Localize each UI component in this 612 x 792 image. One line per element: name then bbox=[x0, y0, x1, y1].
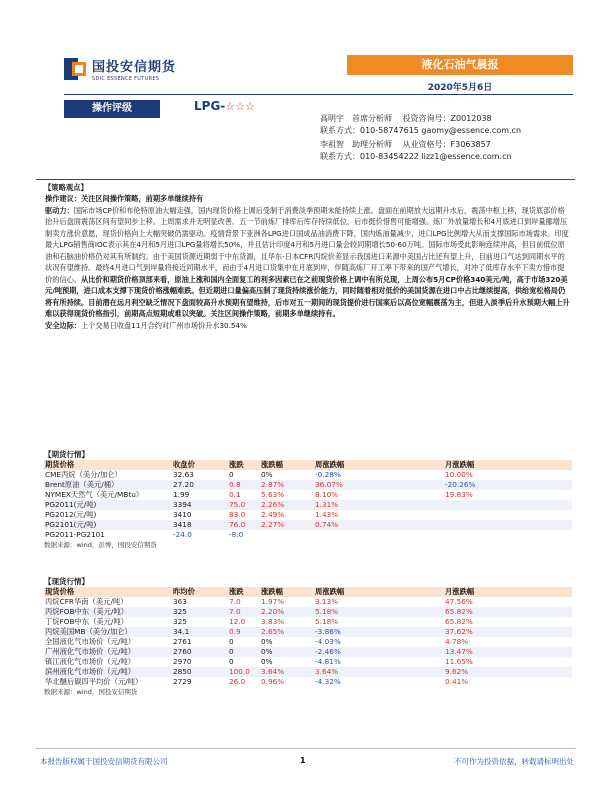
table-row bbox=[44, 627, 572, 637]
table-row bbox=[44, 647, 572, 657]
row-percent-cell: 3.83% bbox=[261, 617, 285, 626]
row-month-change-cell: 0.41% bbox=[445, 677, 469, 686]
table-row bbox=[44, 470, 572, 480]
row-month-change-cell: -20.26% bbox=[444, 480, 572, 490]
table-row bbox=[44, 480, 572, 490]
row-week-change-cell: 1.31% bbox=[314, 500, 444, 510]
analyst-1-contact: 联系方式：010-58747615 gaomy@essence.com.cn bbox=[320, 126, 522, 135]
row-price-cell: 32.63 bbox=[173, 470, 194, 479]
row-change-cell: 0 bbox=[229, 657, 234, 666]
table-row bbox=[44, 520, 572, 530]
row-name-cell: PG2101(元/吨) bbox=[44, 520, 172, 530]
row-price-cell: 2850 bbox=[172, 667, 228, 677]
row-price-cell: 1.99 bbox=[173, 490, 190, 499]
driver-label: 驱动力： bbox=[45, 205, 74, 215]
row-change-cell: -8.0 bbox=[229, 530, 244, 539]
table-row bbox=[44, 657, 572, 667]
report-title: 液化石油气晨报 bbox=[347, 55, 573, 75]
row-change-cell: 100.0 bbox=[228, 667, 260, 677]
spot-source-note: 数据来源：wind，国投安信期货 bbox=[44, 688, 138, 696]
row-name-cell: 丁烷FOB中东（美元/吨） bbox=[45, 617, 129, 626]
row-percent-cell: 2.65% bbox=[260, 627, 314, 637]
row-name-cell: 滨州液化气市场价（元/吨） bbox=[44, 667, 172, 677]
table-row bbox=[44, 490, 572, 500]
row-change-cell: 76.0 bbox=[228, 520, 260, 530]
row-week-change-cell: 8.10% bbox=[315, 490, 339, 499]
row-price-cell: 2970 bbox=[173, 657, 192, 666]
row-name-cell: PG2012(元/吨) bbox=[45, 510, 97, 519]
row-price-cell: 3410 bbox=[173, 510, 192, 519]
table-row bbox=[44, 530, 572, 540]
company-name-en: SDIC ESSENCE FUTURES bbox=[92, 76, 160, 82]
row-month-change-cell: 13.47% bbox=[444, 647, 572, 657]
footer-copyright: 本报告版权属于国投安信期货有限公司 bbox=[40, 757, 168, 766]
spot-section bbox=[44, 576, 572, 696]
row-name-cell: 华北醚后碳四平均价（元/吨） bbox=[45, 677, 143, 686]
analyst-2-title: 李祖智 助理分析师 从业资格号：F3063857 bbox=[320, 140, 491, 149]
row-month-change-cell: 19.83% bbox=[445, 490, 473, 499]
row-name-cell: 丙烷CFR华南（美元/吨） bbox=[45, 597, 128, 606]
row-percent-cell: 3.64% bbox=[260, 667, 314, 677]
row-name-cell: PG2011(元/吨) bbox=[44, 500, 172, 510]
spot-table bbox=[44, 587, 572, 687]
row-percent-cell: 0.96% bbox=[261, 677, 285, 686]
table-header-cell: 昨均价 bbox=[172, 587, 228, 597]
row-month-change-cell: 11.65% bbox=[445, 657, 473, 666]
rating-value bbox=[194, 99, 255, 113]
row-week-change-cell: -0.28% bbox=[315, 470, 341, 479]
row-percent-cell bbox=[260, 530, 314, 540]
footer-divider bbox=[36, 748, 576, 749]
page-number: 1 bbox=[300, 756, 306, 765]
row-percent-cell: 2.87% bbox=[260, 480, 314, 490]
row-percent-cell: 2.49% bbox=[261, 510, 285, 519]
row-price-cell: 34.1 bbox=[172, 627, 228, 637]
row-week-change-cell: -3.86% bbox=[314, 627, 444, 637]
row-name-cell: 全国液化气市场价（元/吨） bbox=[45, 637, 136, 646]
row-month-change-cell: 37.62% bbox=[444, 627, 572, 637]
row-price-cell: 2761 bbox=[173, 637, 192, 646]
strategy-section-title: 【策略观点】 bbox=[44, 183, 88, 192]
row-month-change-cell: 65.82% bbox=[445, 617, 473, 626]
row-price-cell: 3394 bbox=[172, 500, 228, 510]
row-name-cell: 广州液化气市场价（元/吨） bbox=[44, 647, 172, 657]
row-percent-cell: 2.20% bbox=[260, 607, 314, 617]
advice-label: 操作建议： bbox=[45, 194, 81, 203]
row-week-change-cell: 3.64% bbox=[314, 667, 444, 677]
row-name-cell: PG2011-PG2101 bbox=[45, 530, 105, 539]
table-header-cell: 周涨跌幅 bbox=[314, 587, 444, 597]
row-change-cell: 0 bbox=[229, 470, 234, 479]
row-change-cell: 12.0 bbox=[229, 617, 246, 626]
row-name-cell: 丙烷FOB中东（美元/吨） bbox=[44, 607, 172, 617]
driver-bold-text: 从比价和期货价格顶部来看，原油上涨和国内全面复工的利多因素已在之前现货价格上调中有所兑现，上周公布5月CP价格340美元/吨，高于市场320美元/吨预期，进口成本支撑下现货价格涨幅难跌。但近期进口量偏高压制了现货持续涨价能力，同时随着相对低价的美国货源在进口中占比继续提高，供给宽松格局仍将有所持续。目前潜在远月利空缺乏情况下盘面较高升水预期有望维持，后市对五一期间的现货提价进行国案后以高位宽幅震荡为主，但进入淡季后升水预期大幅上升难以获得现货价格指引，前期高点短期或难以突破。关注区间操作策略，前期多单继续持有。 bbox=[45, 274, 570, 318]
row-week-change-cell: -4.32% bbox=[315, 677, 341, 686]
table-header-cell: 现货价格 bbox=[44, 587, 172, 597]
header-divider bbox=[64, 94, 573, 95]
futures-section bbox=[44, 449, 572, 549]
row-percent-cell: 0% bbox=[261, 470, 273, 479]
row-price-cell: 363 bbox=[173, 597, 187, 606]
margin-paragraph bbox=[45, 320, 571, 332]
row-month-change-cell bbox=[444, 530, 572, 540]
row-percent-cell: 0% bbox=[261, 637, 273, 646]
logo-mark-icon bbox=[64, 58, 86, 80]
row-percent-cell: 5.63% bbox=[261, 490, 285, 499]
margin-label: 安全边际： bbox=[45, 320, 81, 330]
row-week-change-cell: 36.07% bbox=[314, 480, 444, 490]
table-row bbox=[44, 667, 572, 677]
driver-paragraph bbox=[45, 205, 571, 320]
futures-header-row bbox=[44, 460, 572, 470]
table-header-cell: 收盘价 bbox=[172, 460, 228, 470]
company-logo bbox=[64, 56, 176, 82]
row-change-cell: 0.9 bbox=[228, 627, 260, 637]
row-percent-cell: 1.97% bbox=[261, 597, 285, 606]
row-price-cell: 2760 bbox=[172, 647, 228, 657]
row-month-change-cell: 47.56% bbox=[445, 597, 473, 606]
row-percent-cell: 2.26% bbox=[260, 500, 314, 510]
advice-paragraph bbox=[45, 193, 571, 205]
row-percent-cell: 0% bbox=[261, 657, 273, 666]
row-change-cell: 75.0 bbox=[228, 500, 260, 510]
row-change-cell: 7.0 bbox=[228, 607, 260, 617]
table-header-cell: 涨跌幅 bbox=[260, 460, 314, 470]
row-month-change-cell: 4.78% bbox=[445, 637, 469, 646]
table-header-cell: 涨跌 bbox=[228, 587, 260, 597]
row-month-change-cell: 9.62% bbox=[444, 667, 572, 677]
row-week-change-cell: -4.81% bbox=[315, 657, 341, 666]
row-month-change-cell bbox=[444, 510, 572, 520]
analyst-1-title: 高明宇 首席分析师 投资咨询号：Z0012038 bbox=[320, 114, 492, 123]
table-header-cell: 月涨跌幅 bbox=[444, 587, 572, 597]
row-price-cell: 325 bbox=[172, 607, 228, 617]
row-name-cell: 丙烷美国MB（美分/加仑） bbox=[44, 627, 172, 637]
row-price-cell: 2729 bbox=[173, 677, 192, 686]
company-name-cn: 国投安信期货 bbox=[92, 60, 177, 75]
row-week-change-cell: 0.74% bbox=[314, 520, 444, 530]
driver-text: 国际市场CP价和布伦特原油大幅走强，国内现货价格上调后受制于消费淡季预期未能持续上涨。盘面在前期放大远期升水后，震荡中枢上移，现货底部价格抬升后盘面震荡区间有望同步上移。上周需求并无明显改善，五一节前炼厂排库后库存持续低位，后市挺价惜售可能增强。炼厂外放量增长和4月底进口到岸量挪增压制卖方涨价意愿，现货价格向上大幅突破仍需驱动。疫情背景下亚洲各LPG进口国成品油消费下降，国内炼油量减少，进口LPG比例增大从而支撑国际市场需求。印度最大LPG销售商IOC表示其在4月和5月进口LPG量将增长50%，并且估计印度4月和5月进口量会较同期增长50-60万吨。国际市场受此影响连续冲高，但目前低位原油和石脑油价格仍对其有所制约。由于美国货源近期弱于中东货源，且华东-日本CFR丙烷价差显示我国进口来源中美国占比还有望上升，目前进口气达到同期水平的状况有望维持。最终4月进口气到岸量将接近同期水平，而由于4月进口货集中在月底到岸，伴随高炼厂开工率下带来的国产气增长，对冲了低库存水平下卖方惜市提价的信心。 bbox=[45, 205, 569, 284]
row-change-cell: 0 bbox=[229, 637, 234, 646]
report-date: 2020年5月6日 bbox=[427, 83, 493, 93]
row-week-change-cell: 5.18% bbox=[314, 607, 444, 617]
row-change-cell: 0.8 bbox=[228, 480, 260, 490]
table-row bbox=[44, 607, 572, 617]
row-percent-cell: 0% bbox=[260, 647, 314, 657]
table-header-cell: 涨跌幅 bbox=[260, 587, 314, 597]
futures-section-title: 【期货行情】 bbox=[44, 450, 89, 459]
row-month-change-cell: 65.82% bbox=[444, 607, 572, 617]
row-name-cell: NYMEX天然气（美元/MBtu） bbox=[45, 490, 144, 499]
row-price-cell: 3418 bbox=[172, 520, 228, 530]
rating-product: LPG- bbox=[194, 99, 226, 113]
table-header-cell: 月涨跌幅 bbox=[444, 460, 572, 470]
row-week-change-cell bbox=[314, 530, 444, 540]
row-change-cell: 7.0 bbox=[229, 597, 241, 606]
table-row bbox=[44, 637, 572, 647]
row-month-change-cell: 10.00% bbox=[445, 470, 473, 479]
rating-label: 操作评级 bbox=[64, 100, 160, 118]
row-price-cell: 325 bbox=[173, 617, 187, 626]
row-week-change-cell: 3.13% bbox=[315, 597, 339, 606]
row-percent-cell: 2.27% bbox=[260, 520, 314, 530]
margin-text: 上个交易日收盘11月合约对广州市场价升水30.54% bbox=[80, 320, 247, 330]
table-header-cell: 期货价格 bbox=[44, 460, 172, 470]
futures-source-note: 数据来源：wind，彭博，国投安信期货 bbox=[44, 541, 157, 549]
row-week-change-cell: -2.46% bbox=[314, 647, 444, 657]
table-row bbox=[44, 510, 572, 520]
spot-section-title: 【现货行情】 bbox=[44, 577, 89, 586]
row-month-change-cell bbox=[444, 520, 572, 530]
rating-stars-icon: ☆☆☆ bbox=[225, 100, 255, 113]
table-header-cell: 涨跌 bbox=[228, 460, 260, 470]
strategy-view-section bbox=[36, 179, 575, 434]
footer-disclaimer: 不可作为投资依据，转载请标明出处 bbox=[454, 757, 574, 766]
row-name-cell: Brent原油（美元/桶） bbox=[44, 480, 172, 490]
row-month-change-cell bbox=[444, 500, 572, 510]
table-row bbox=[44, 617, 572, 627]
row-name-cell: 镇江液化气市场价（元/吨） bbox=[45, 657, 136, 666]
row-change-cell: 0.1 bbox=[229, 490, 241, 499]
futures-table bbox=[44, 460, 572, 540]
table-row bbox=[44, 597, 572, 607]
row-name-cell: CME丙烷（美分/加仑） bbox=[45, 470, 122, 479]
row-change-cell: 0 bbox=[228, 647, 260, 657]
row-change-cell: 83.0 bbox=[229, 510, 246, 519]
row-change-cell: 26.0 bbox=[229, 677, 246, 686]
row-week-change-cell: 1.43% bbox=[315, 510, 339, 519]
row-week-change-cell: -4.03% bbox=[315, 637, 341, 646]
advice-text: 关注区间操作策略，前期多单继续持有 bbox=[80, 194, 204, 203]
table-row bbox=[44, 677, 572, 687]
row-price-cell: 27.20 bbox=[172, 480, 228, 490]
row-week-change-cell: 5.18% bbox=[315, 617, 339, 626]
table-header-cell: 周涨跌幅 bbox=[314, 460, 444, 470]
row-price-cell: -24.0 bbox=[173, 530, 192, 539]
spot-header-row bbox=[44, 587, 572, 597]
analyst-2-contact: 联系方式：010-83454222 lizz1@essence.com.cn bbox=[320, 152, 512, 161]
table-row bbox=[44, 500, 572, 510]
